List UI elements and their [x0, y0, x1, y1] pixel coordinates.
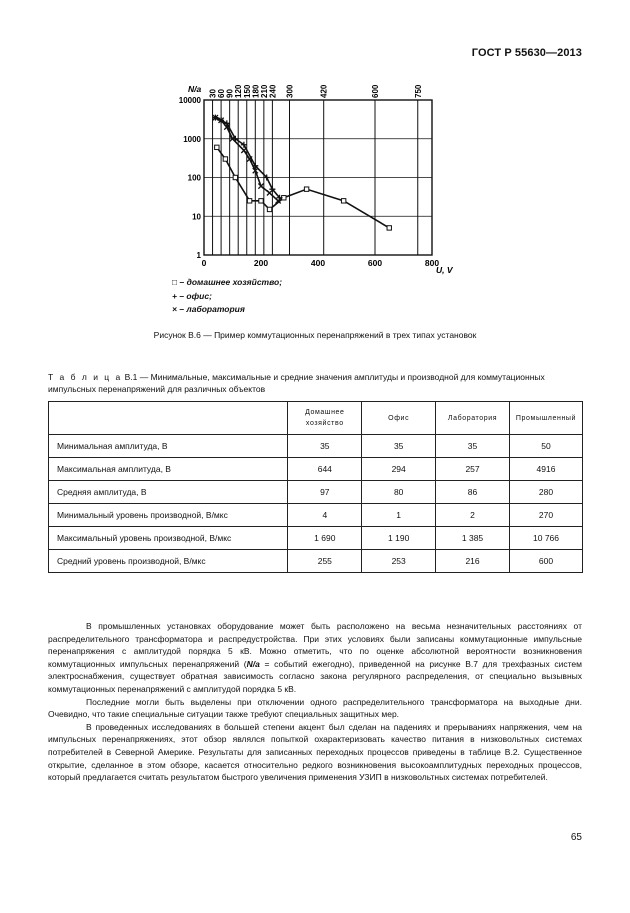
top-tick-label: 180: [251, 84, 261, 98]
overvoltage-chart: [160, 78, 470, 278]
table-row: [49, 458, 583, 481]
table-cell: 35: [436, 435, 510, 458]
legend-item-household: [172, 277, 282, 287]
table-cell: 97: [288, 481, 362, 504]
overvoltage-table: [48, 401, 583, 573]
table-cell: 253: [362, 550, 436, 573]
legend-item-laboratory: [172, 304, 245, 314]
table-caption-label: Т а б л и ц а: [48, 372, 123, 382]
x-axis-label: U, V: [436, 265, 453, 275]
data-point-household: [267, 207, 271, 211]
table-cell: Максимальная амплитуда, В: [49, 458, 288, 481]
legend-label-office: – офис;: [179, 291, 212, 301]
table-cell: 257: [436, 458, 510, 481]
x-tick-label: 800: [424, 258, 440, 268]
y-tick-label: 1: [196, 251, 201, 260]
table-row: [49, 504, 583, 527]
legend-label-laboratory: – лаборатория: [179, 304, 245, 314]
data-point-household: [387, 226, 391, 230]
table-caption: [48, 371, 582, 395]
body-text: [48, 620, 582, 784]
table-row: [49, 550, 583, 573]
table-cell: 10 766: [510, 527, 583, 550]
table-cell: 600: [510, 550, 583, 573]
table-caption-text: В.1 — Минимальные, максимальные и средние значения амплитуды и производной для коммутационных импульсных перенапряжений для различных объектов: [48, 372, 545, 394]
table-row: [49, 481, 583, 504]
top-tick-label: 300: [285, 84, 295, 98]
table-cell: 35: [362, 435, 436, 458]
top-tick-label: 240: [268, 84, 278, 98]
table-cell: 294: [362, 458, 436, 481]
data-point-household: [259, 199, 263, 203]
table-header-cell: [49, 402, 288, 435]
top-tick-label: 60: [217, 89, 227, 98]
y-tick-label: 10: [192, 212, 201, 222]
x-tick-label: 600: [367, 258, 383, 268]
table-cell: 270: [510, 504, 583, 527]
x-tick-label: 0: [201, 258, 207, 268]
y-tick-label: 1000: [183, 134, 201, 144]
table-row: [49, 435, 583, 458]
legend-item-office: [172, 291, 212, 301]
data-point-household: [233, 175, 237, 179]
data-point-household: [215, 145, 219, 149]
figure-caption: Рисунок В.6 — Пример коммутационных перенапряжений в трех типах установок: [153, 330, 477, 340]
table-cell: 50: [510, 435, 583, 458]
table-cell: 4: [288, 504, 362, 527]
paragraph-2: Последние могли быть выделены при отключении одного распределительного трансформатора на выходные дни. Очевидно, что такие специальные ситуации также требуют специальных защитных мер.: [48, 696, 582, 720]
document-standard-number: ГОСТ Р 55630—2013: [471, 47, 582, 59]
table-cell: Средняя амплитуда, В: [49, 481, 288, 504]
data-point-laboratory: [241, 148, 246, 153]
table-cell: 216: [436, 550, 510, 573]
table-cell: 1 690: [288, 527, 362, 550]
y-axis-label: N/a: [188, 84, 202, 94]
table-cell: 644: [288, 458, 362, 481]
data-point-household: [247, 199, 251, 203]
data-point-household: [304, 187, 308, 191]
legend-label-household: – домашнее хозяйство;: [179, 277, 283, 287]
table-cell: Минимальный уровень производной, В/мкс: [49, 504, 288, 527]
table-header-cell: Офис: [362, 402, 436, 435]
n-a-symbol: N/a: [246, 658, 260, 669]
table-cell: 255: [288, 550, 362, 573]
table-cell: 80: [362, 481, 436, 504]
top-tick-label: 210: [259, 84, 269, 98]
top-tick-label: 750: [413, 84, 423, 98]
top-tick-label: 30: [208, 89, 218, 98]
table-header-cell: Лаборатория: [436, 402, 510, 435]
table-cell: 1 385: [436, 527, 510, 550]
top-tick-label: 420: [319, 84, 329, 98]
legend-marker-plus: +: [172, 291, 177, 301]
table-cell: 280: [510, 481, 583, 504]
top-tick-label: 120: [234, 84, 244, 98]
paragraph-3: В проведенных исследованиях в большей степени акцент был сделан на падениях и прерываниях напряжения, чем на импульсных перенапряжениях, этот обзор являлся попыткой охарактеризовать качество питания в низковольтных системах потребителей в Северной Америке. Результаты для записанных переходных процессов приведены в таблице В.2. Существенное открытие, сделанное в этом обзоре, касается относительно редкого возникновения высокоамплитудных переходных процессов, который предлагается считать результатом быстрого увеличения применения УЗИП в низковольтных системах потребителей.: [48, 721, 582, 783]
table-cell: Минимальная амплитуда, В: [49, 435, 288, 458]
table-row: [49, 527, 583, 550]
top-tick-label: 150: [242, 84, 252, 98]
table-cell: 35: [288, 435, 362, 458]
data-point-laboratory: [267, 190, 272, 195]
x-tick-label: 400: [310, 258, 326, 268]
paragraph-1: В промышленных установках оборудование может быть расположено на весьма незначительных расстояниях от распределительного трансформатора и распредустройства. При этих условиях были записаны коммутационные импульсные перенапряжения с амплитудой порядка 5 кВ. Можно отметить, что по оценке абсолютной вероятности возникновения коммутационных импульсных перенапряжений (N/a = событий ежегодно), приведенной на рисунке В.7 для трехфазных систем электроснабжения, существует обратная зависимость согласно закона регулярного распределения, от специально вызывных коммутационных перенапряжений с амплитудой порядка 5 кВ.: [48, 621, 583, 694]
table-cell: 4916: [510, 458, 583, 481]
x-tick-label: 200: [253, 258, 269, 268]
table-header-row: [49, 402, 583, 435]
data-point-household: [341, 199, 345, 203]
table-header-cell: Домашнее хозяйство: [288, 402, 362, 435]
table-cell: 1: [362, 504, 436, 527]
table-cell: 86: [436, 481, 510, 504]
top-tick-label: 90: [225, 89, 235, 98]
page-number: 65: [570, 832, 582, 843]
legend-marker-x: ×: [172, 304, 177, 314]
legend-marker-square: □: [172, 277, 178, 287]
table-cell: 2: [436, 504, 510, 527]
table-cell: 1 190: [362, 527, 436, 550]
table-header-cell: Промышленный: [510, 402, 583, 435]
data-point-household: [223, 157, 227, 161]
table-cell: Максимальный уровень производной, В/мкс: [49, 527, 288, 550]
series-line: [217, 147, 389, 228]
table-cell: Средний уровень производной, В/мкс: [49, 550, 288, 573]
y-tick-label: 100: [187, 173, 201, 183]
y-tick-label: 10000: [178, 96, 201, 105]
top-tick-label: 600: [371, 84, 380, 98]
